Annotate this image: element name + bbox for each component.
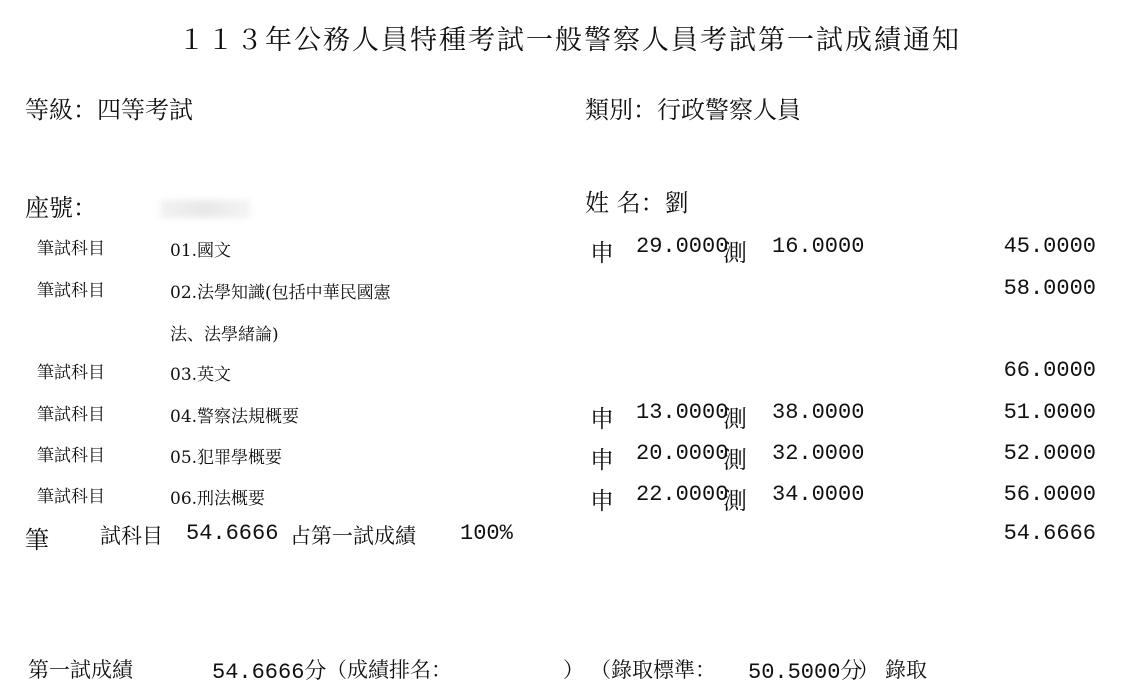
ce-label: 測 bbox=[723, 446, 747, 474]
first-exam-label: 第一試成績 bbox=[28, 658, 133, 682]
level-field bbox=[25, 90, 193, 125]
shen-label: 申 bbox=[590, 487, 614, 515]
summary-ratio: 100% bbox=[460, 521, 513, 546]
shen-label: 申 bbox=[590, 239, 614, 267]
summary-label-rest: 試科目 bbox=[100, 524, 163, 548]
first-exam-score: 54.6666分 bbox=[212, 660, 327, 685]
standard-close: ） bbox=[858, 658, 879, 682]
shen-score: 13.0000 bbox=[636, 400, 729, 425]
shen-label: 申 bbox=[590, 446, 614, 474]
subject-total: 56.0000 bbox=[1003, 482, 1096, 507]
subject-type: 筆試科目 bbox=[37, 405, 105, 425]
subject-name: 04.警察法規概要 bbox=[170, 407, 300, 427]
subject-name: 02.法學知識(包括中華民國憲 bbox=[170, 283, 391, 303]
category-value: 行政警察人員 bbox=[657, 96, 801, 124]
subject-name: 06.刑法概要 bbox=[170, 489, 266, 509]
seat-field bbox=[25, 188, 97, 223]
subject-type: 筆試科目 bbox=[37, 239, 105, 259]
category-label: 類別： bbox=[585, 96, 657, 124]
ce-label: 測 bbox=[723, 405, 747, 433]
subject-total: 52.0000 bbox=[1003, 441, 1096, 466]
notice-title: １１３年公務人員特種考試一般警察人員考試第一試成績通知 bbox=[178, 25, 961, 56]
ce-score: 38.0000 bbox=[772, 400, 865, 425]
subject-total: 66.0000 bbox=[1003, 358, 1096, 383]
result-text: 錄取 bbox=[885, 658, 927, 682]
subject-type: 筆試科目 bbox=[37, 363, 105, 383]
name-field bbox=[585, 183, 689, 218]
subject-name: 01.國文 bbox=[170, 241, 232, 261]
summary-total: 54.6666 bbox=[1003, 521, 1096, 546]
shen-score: 20.0000 bbox=[636, 441, 729, 466]
level-value: 四等考試 bbox=[97, 96, 193, 124]
seat-label: 座號： bbox=[25, 194, 97, 222]
shen-score: 29.0000 bbox=[636, 234, 729, 259]
standard-open: （錄取標準： bbox=[590, 658, 716, 682]
level-label: 等級： bbox=[25, 96, 97, 124]
name-value: 劉 bbox=[664, 189, 689, 217]
subject-total: 58.0000 bbox=[1003, 276, 1096, 301]
subject-type: 筆試科目 bbox=[37, 487, 105, 507]
subject-name: 05.犯罪學概要 bbox=[170, 448, 283, 468]
subject-total: 45.0000 bbox=[1003, 234, 1096, 259]
shen-score: 22.0000 bbox=[636, 482, 729, 507]
summary-score: 54.6666 bbox=[186, 521, 279, 546]
subject-name-continued: 法、法學緒論) bbox=[170, 325, 279, 345]
subject-name: 03.英文 bbox=[170, 365, 232, 385]
standard-score: 50.5000分 bbox=[748, 660, 863, 685]
ce-score: 32.0000 bbox=[772, 441, 865, 466]
subject-total: 51.0000 bbox=[1003, 400, 1096, 425]
ce-label: 測 bbox=[723, 487, 747, 515]
seat-number-redacted bbox=[160, 200, 250, 218]
shen-label: 申 bbox=[590, 405, 614, 433]
ce-score: 34.0000 bbox=[772, 482, 865, 507]
name-label: 姓 名： bbox=[585, 189, 665, 217]
ce-score: 16.0000 bbox=[772, 234, 865, 259]
subject-type: 筆試科目 bbox=[37, 281, 105, 301]
subject-type: 筆試科目 bbox=[37, 446, 105, 466]
summary-label-first: 筆 bbox=[25, 526, 49, 554]
category-field bbox=[585, 90, 801, 125]
ce-label: 測 bbox=[723, 239, 747, 267]
summary-ratio-label: 占第一試成績 bbox=[290, 524, 416, 548]
rank-close: ） bbox=[563, 658, 584, 682]
rank-open: （成績排名： bbox=[326, 658, 452, 682]
